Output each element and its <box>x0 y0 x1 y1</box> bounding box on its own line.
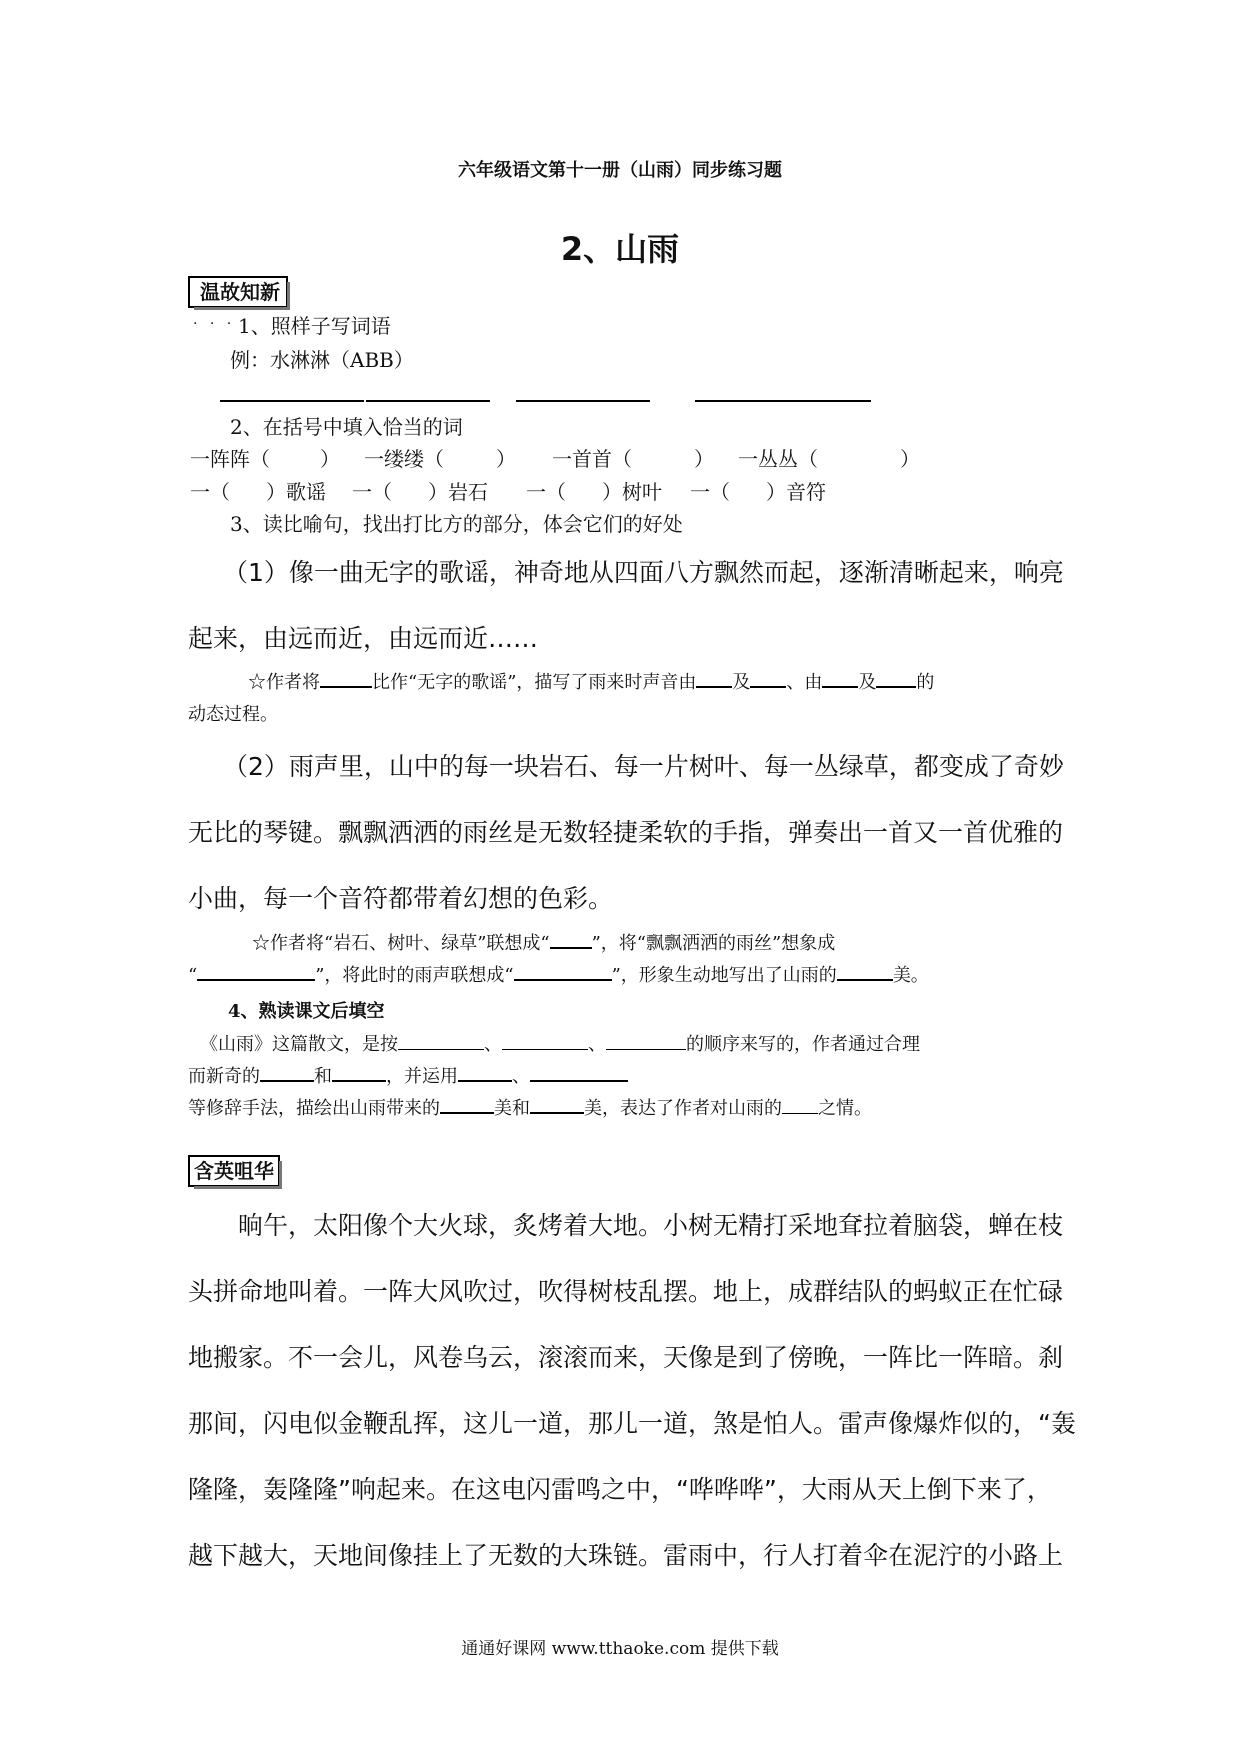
fill-bracket-open: 一丛丛（ <box>738 447 818 471</box>
answer-blank[interactable] <box>837 961 893 981</box>
question-4-text: 美，表达了作者对山雨的 <box>584 1098 782 1119</box>
header-title: 六年级语文第十一册（山雨）同步练习题 <box>458 160 782 181</box>
analysis-text: 及 <box>732 672 751 693</box>
analysis-1-line-2: 动态过程。 <box>188 704 278 725</box>
question-4-text: 之情。 <box>818 1098 872 1119</box>
analysis-text: 美。 <box>892 965 929 986</box>
sentence-1-line-2: 起来，由远而近，由远而近…… <box>188 624 539 653</box>
analysis-text: 比作“无字的歌谣”，描写了雨来时声音由 <box>372 672 697 693</box>
answer-blank[interactable] <box>516 400 650 402</box>
answer-blank[interactable] <box>458 1062 512 1082</box>
fill-bracket-close: ） <box>320 447 340 471</box>
question-3: 3、读比喻句，找出打比方的部分，体会它们的好处 <box>230 512 683 536</box>
answer-blank[interactable] <box>782 1095 818 1114</box>
question-4-line-1 <box>200 1030 920 1056</box>
analysis-text: ”，将此时的雨声联想成“ <box>315 965 514 986</box>
analysis-2-line-2 <box>188 961 929 987</box>
answer-blank[interactable] <box>550 929 592 949</box>
fill-bracket-open: 一首首（ <box>552 447 632 471</box>
fill-bracket-word: ）音符 <box>766 480 826 504</box>
question-1-example: 例：水淋淋（ABB） <box>230 348 414 372</box>
question-4-text: 而新奇的 <box>188 1066 260 1087</box>
answer-blank[interactable] <box>530 1094 584 1114</box>
fill-bracket-close: ） <box>900 447 920 471</box>
fill-bracket-word: ）歌谣 <box>266 480 326 504</box>
answer-blank[interactable] <box>750 668 786 688</box>
answer-blank[interactable] <box>530 1062 628 1082</box>
reading-line: 头拼命地叫着。一阵大风吹过，吹得树枝乱摆。地上，成群结队的蚂蚁正在忙碌 <box>188 1277 1064 1306</box>
question-4-line-3 <box>188 1094 872 1120</box>
fill-bracket-open: 一（ <box>690 480 730 504</box>
sentence-1-line-1: （1）像一曲无字的歌谣，神奇地从四面八方飘然而起，逐渐清晰起来，响亮 <box>223 558 1064 587</box>
analysis-text: ”，将“飘飘洒洒的雨丝”想象成 <box>591 933 836 954</box>
reading-line: 越下越大，天地间像挂上了无数的大珠链。雷雨中，行人打着伞在泥泞的小路上 <box>188 1541 1064 1570</box>
analysis-text: 的 <box>916 672 935 693</box>
reading-line: 晌午，太阳像个大火球，炙烤着大地。小树无精打采地耷拉着脑袋，蝉在枝 <box>238 1211 1064 1240</box>
fill-bracket-open: 一（ <box>526 480 566 504</box>
question-4-text: 、 <box>588 1034 606 1055</box>
analysis-text: 、由 <box>786 672 823 693</box>
fill-bracket-close: ） <box>694 447 714 471</box>
analysis-text: ☆作者将 <box>248 672 320 693</box>
answer-blank[interactable] <box>822 668 858 688</box>
sentence-2-line-1: （2）雨声里，山中的每一块岩石、每一片树叶、每一丛绿草，都变成了奇妙 <box>223 752 1064 781</box>
answer-blank[interactable] <box>696 668 732 688</box>
question-1: 1、照样子写词语 <box>238 314 391 338</box>
question-2: 2、在括号中填入恰当的词 <box>230 415 463 439</box>
question-4-text: 的顺序来写的，作者通过合理 <box>686 1034 920 1055</box>
answer-blank[interactable] <box>502 1031 588 1050</box>
question-4-text: 和 <box>314 1066 332 1087</box>
question-4-text: 美和 <box>494 1098 530 1119</box>
fill-bracket-word: ）岩石 <box>428 480 488 504</box>
fill-bracket-open: 一缕缕（ <box>364 447 444 471</box>
answer-blank[interactable] <box>220 400 364 402</box>
section-label-reading: 含英咀华 <box>188 1155 280 1187</box>
analysis-text: ☆作者将“岩石、树叶、绿草”联想成“ <box>252 933 550 954</box>
question-4-text: 《山雨》这篇散文，是按 <box>200 1034 398 1055</box>
analysis-text: ”，形象生动地写出了山雨的 <box>611 965 837 986</box>
reading-line: 隆隆，轰隆隆”响起来。在这电闪雷鸣之中，“哗哗哗”，大雨从天上倒下来了， <box>188 1475 1052 1504</box>
decorative-dots: . . . <box>193 312 236 328</box>
fill-bracket-open: 一（ <box>352 480 392 504</box>
reading-line: 那间，闪电似金鞭乱挥，这儿一道，那儿一道，煞是怕人。雷声像爆炸似的，“轰 <box>188 1409 1076 1438</box>
answer-blank[interactable] <box>695 400 871 402</box>
answer-blank[interactable] <box>197 961 315 981</box>
answer-blank[interactable] <box>260 1062 314 1082</box>
answer-blank[interactable] <box>606 1031 686 1050</box>
answer-blank[interactable] <box>440 1094 494 1114</box>
question-4-line-2 <box>188 1062 628 1088</box>
answer-blank[interactable] <box>320 668 372 688</box>
question-4-text: ，并运用 <box>386 1066 458 1087</box>
page-title: 2、山雨 <box>560 230 680 268</box>
answer-blank[interactable] <box>876 668 916 688</box>
answer-blank[interactable] <box>514 961 612 981</box>
answer-blank[interactable] <box>366 400 490 402</box>
fill-bracket-open: 一（ <box>190 480 230 504</box>
fill-bracket-word: ）树叶 <box>602 480 662 504</box>
question-4-text: 、 <box>512 1066 530 1087</box>
analysis-text: “ <box>188 965 198 986</box>
analysis-1-line-1 <box>248 668 934 694</box>
reading-line: 地搬家。不一会儿，风卷乌云，滚滚而来，天像是到了傍晚，一阵比一阵暗。刹 <box>188 1343 1064 1372</box>
sentence-2-line-2: 无比的琴键。飘飘洒洒的雨丝是无数轻捷柔软的手指，弹奏出一首又一首优雅的 <box>188 818 1064 847</box>
answer-blank[interactable] <box>398 1031 484 1050</box>
answer-blank[interactable] <box>332 1062 386 1082</box>
question-4: 4、熟读课文后填空 <box>228 1001 385 1022</box>
sentence-2-line-3: 小曲，每一个音符都带着幻想的色彩。 <box>188 884 614 913</box>
question-4-text: 等修辞手法，描绘出山雨带来的 <box>188 1098 440 1119</box>
section-label-review: 温故知新 <box>188 276 288 308</box>
fill-bracket-open: 一阵阵（ <box>190 447 270 471</box>
analysis-2-line-1 <box>252 929 835 955</box>
question-4-text: 、 <box>484 1034 502 1055</box>
footer-credit: 通通好课网 www.tthaoke.com 提供下载 <box>461 1639 779 1659</box>
analysis-text: 及 <box>858 672 877 693</box>
fill-bracket-close: ） <box>496 447 516 471</box>
